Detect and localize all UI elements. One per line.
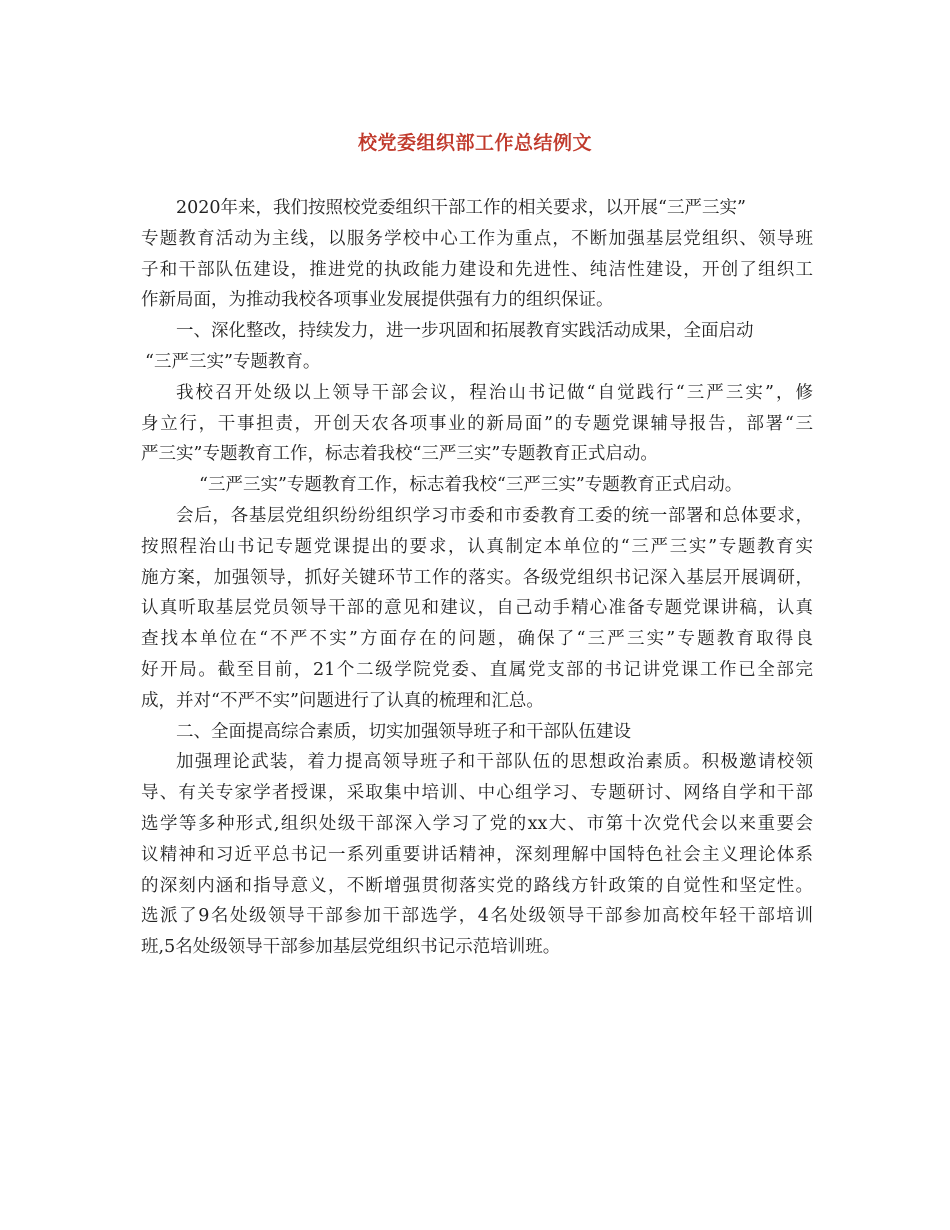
text-line: 议精神和习近平总书记一系列重要讲话精神，深刻理解中国特色社会主义理论体系 [141,844,813,865]
text-line: 二、全面提高综合素质，切实加强领导班子和干部队伍建设 [176,721,631,742]
text-line: 认真听取基层党员领导干部的意见和建议，自己动手精心准备专题党课讲稿，认真 [141,598,813,619]
text-line: 身立行，干事担责，开创天农各项事业的新局面”的专题党课辅导报告，部署“三 [141,413,813,434]
text-line: “三严三实”专题教育。 [145,351,321,372]
text-line: 按照程治山书记专题党课提出的要求，认真制定本单位的“三严三实”专题教育实 [141,536,813,557]
text-line: 加强理论武装，着力提高领导班子和干部队伍的思想政治素质。积极邀请校领 [176,752,813,773]
text-line: 班,5名处级领导干部参加基层党组织书记示范培训班。 [141,937,561,958]
text-line: 选派了9名处级领导干部参加干部选学，4名处级领导干部参加高校年轻干部培训 [141,906,813,927]
text-line: 专题教育活动为主线，以服务学校中心工作为重点，不断加强基层党组织、领导班 [141,228,813,249]
text-line: 选学等多种形式,组织处级干部深入学习了党的xx大、市第十次党代会以来重要会 [141,813,813,834]
text-line: “三严三实”专题教育工作，标志着我校“三严三实”专题教育正式启动。 [199,475,743,496]
text-line: 作新局面，为推动我校各项事业发展提供强有力的组织保证。 [141,290,614,311]
text-line: 子和干部队伍建设，推进党的执政能力建设和先进性、纯洁性建设，开创了组织工 [141,259,813,280]
text-line: 好开局。截至目前，21个二级学院党委、直属党支部的书记讲党课工作已全部完 [141,659,813,680]
text-line: 一、深化整改，持续发力，进一步巩固和拓展教育实践活动成果，全面启动 [176,321,754,342]
text-line: 严三实”专题教育工作，标志着我校“三严三实”专题教育正式启动。 [141,444,658,465]
text-line: 我校召开处级以上领导干部会议，程治山书记做“自觉践行“三严三实”，修 [176,382,813,403]
text-line: 查找本单位在“不严不实”方面存在的问题，确保了“三严三实”专题教育取得良 [141,629,813,650]
document-body [141,193,813,963]
text-line: 会后，各基层党组织纷纷组织学习市委和市委教育工委的统一部署和总体要求， [176,505,813,526]
text-line: 2020年来，我们按照校党委组织干部工作的相关要求，以开展“三严三实” [176,198,746,218]
text-line: 导、有关专家学者授课，采取集中培训、中心组学习、专题研讨、网络自学和干部 [141,783,813,804]
text-line: 施方案，加强领导，抓好关键环节工作的落实。各级党组织书记深入基层开展调研， [141,567,813,588]
document-title: 校党委组织部工作总结例文 [357,132,592,154]
text-line: 的深刻内涵和指导意义，不断增强贯彻落实党的路线方针政策的自觉性和坚定性。 [141,875,813,896]
text-line: 成，并对“不严不实”问题进行了认真的梳理和汇总。 [141,690,544,711]
